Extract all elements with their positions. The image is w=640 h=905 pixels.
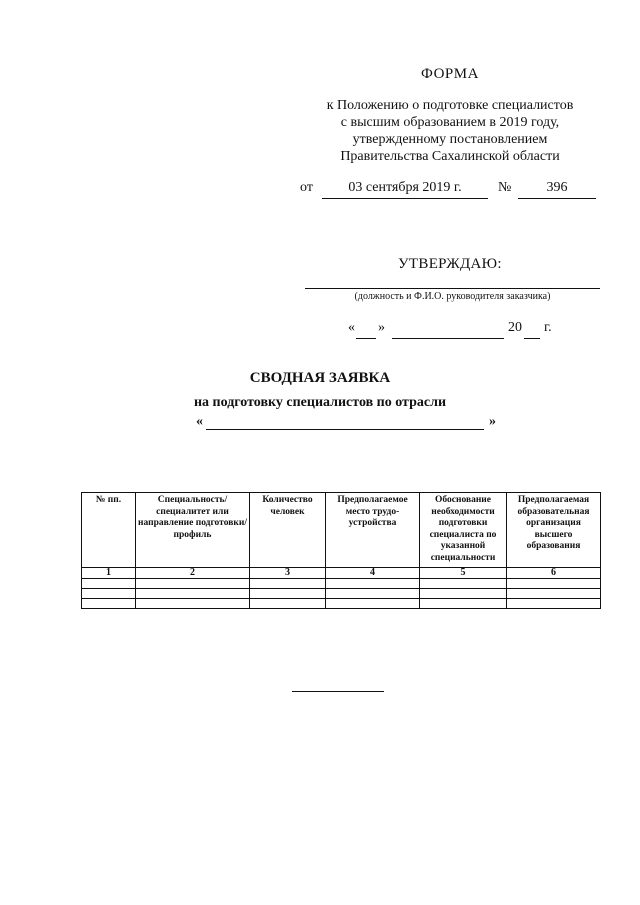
column-header-count: Количество человек [250, 493, 326, 568]
approval-year-suffix: г. [544, 320, 552, 335]
table-cell[interactable] [250, 579, 326, 589]
request-table [81, 492, 601, 609]
resolution-number: 396 [518, 180, 596, 199]
form-header [300, 66, 600, 165]
column-number: 2 [136, 568, 250, 579]
resolution-date-line [300, 180, 600, 202]
table-cell[interactable] [136, 599, 250, 609]
approval-year-prefix: 20 [508, 320, 522, 335]
date-prefix: от [300, 180, 313, 195]
table-cell[interactable] [136, 579, 250, 589]
column-number: 1 [82, 568, 136, 579]
table-cell[interactable] [420, 599, 507, 609]
document-subtitle: на подготовку специалистов по отрасли [193, 395, 447, 410]
table-cell[interactable] [250, 589, 326, 599]
column-header-workplace: Предполагаемое место трудо-устройства [326, 493, 420, 568]
approval-date-close-quote: » [378, 320, 385, 335]
column-header-number: № пп. [82, 493, 136, 568]
table-cell[interactable] [326, 599, 420, 609]
column-number: 4 [326, 568, 420, 579]
approval-year-blank [524, 320, 540, 339]
table-header-row [82, 493, 601, 568]
table-cell[interactable] [136, 589, 250, 599]
resolution-date: 03 сентября 2019 г. [322, 180, 488, 199]
column-header-specialty: Специальность/ специалитет или направление подготовки/профиль [136, 493, 250, 568]
table-cell[interactable] [82, 599, 136, 609]
table-cell[interactable] [507, 579, 601, 589]
approval-date-line [340, 320, 570, 340]
column-number: 5 [420, 568, 507, 579]
table-cell[interactable] [326, 579, 420, 589]
approval-signature-line [305, 288, 600, 289]
form-header-line-1: к Положению о подготовке специалистов [326, 98, 574, 113]
form-header-line-4: Правительства Сахалинской области [340, 149, 560, 164]
approval-day-blank [356, 320, 376, 339]
form-header-line-3: утвержденному постановлением [352, 132, 548, 147]
end-of-document-rule [292, 691, 384, 692]
table-row [82, 599, 601, 609]
column-header-justification: Обоснование необходимости подготовки специалиста по указанной специальности [420, 493, 507, 568]
industry-close-quote: » [489, 414, 496, 429]
approval-date-open-quote: « [348, 320, 355, 335]
column-number: 6 [507, 568, 601, 579]
column-number: 3 [250, 568, 326, 579]
table-cell[interactable] [250, 599, 326, 609]
industry-blank-line [206, 429, 484, 430]
approval-hint: (должность и Ф.И.О. руководителя заказчика) [354, 291, 551, 302]
form-title: ФОРМА [421, 66, 479, 82]
table-cell[interactable] [326, 589, 420, 599]
industry-field [196, 414, 496, 432]
approval-month-blank [392, 320, 504, 339]
approval-label: УТВЕРЖДАЮ: [398, 256, 502, 272]
table-cell[interactable] [420, 589, 507, 599]
table-cell[interactable] [507, 599, 601, 609]
table-cell[interactable] [82, 579, 136, 589]
number-prefix: № [498, 180, 512, 195]
column-header-institution: Предполагаемая образовательная организация высшего образования [507, 493, 601, 568]
table-cell[interactable] [507, 589, 601, 599]
document-title: СВОДНАЯ ЗАЯВКА [249, 370, 391, 386]
industry-open-quote: « [196, 414, 203, 429]
table-cell[interactable] [420, 579, 507, 589]
column-number-row [82, 568, 601, 579]
form-header-line-2: с высшим образованием в 2019 году, [340, 115, 560, 130]
table-cell[interactable] [82, 589, 136, 599]
table-row [82, 589, 601, 599]
table-row [82, 579, 601, 589]
